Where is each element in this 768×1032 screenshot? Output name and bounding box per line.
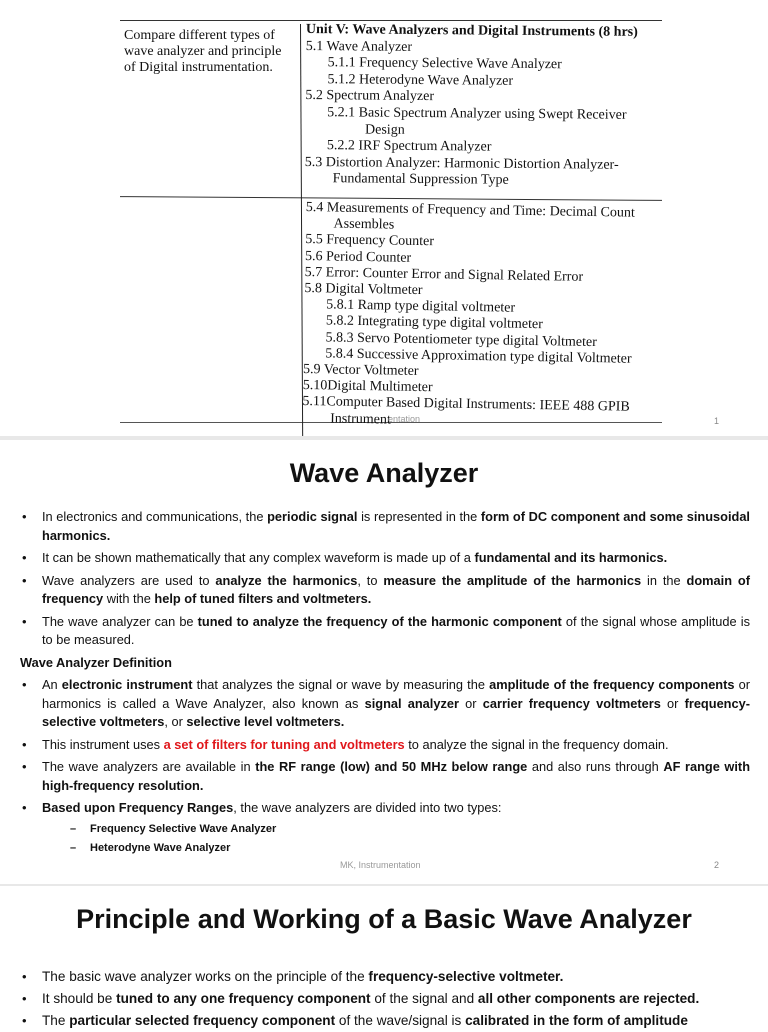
syllabus-row: 5.8.4 Successive Approximation type digital Voltmeter <box>325 346 632 367</box>
bullet-text: The <box>42 1013 70 1028</box>
bullet-text: or <box>660 695 685 711</box>
bullet-text: of the signal and <box>370 991 478 1006</box>
bullet-text: signal analyzer <box>364 695 459 711</box>
syllabus-row: 5.1 Wave Analyzer <box>305 38 413 55</box>
syllabus-row: 5.10Digital Multimeter <box>302 378 433 396</box>
analyzer-types-list <box>42 820 750 858</box>
bullet-text: amplitude of the frequency components <box>489 677 735 692</box>
bullet-text: all other components are rejected. <box>477 991 700 1006</box>
syllabus-row: 5.1.1 Frequency Selective Wave Analyzer <box>327 55 562 73</box>
syllabus-row: 5.5 Frequency Counter <box>305 232 435 250</box>
page-number: 2 <box>714 860 720 870</box>
syllabus-row: Fundamental Suppression Type <box>332 171 509 189</box>
bullet-item <box>20 758 750 795</box>
bullet-text: Wave analyzers are used to <box>42 572 216 588</box>
bullet-text: calibrated in the form of amplitude <box>465 1013 688 1028</box>
syllabus-row: 5.8.2 Integrating type digital voltmeter <box>325 313 543 333</box>
bullet-text: The wave analyzer can be <box>42 613 198 629</box>
slide-footer: MK, Instrumentation <box>340 860 421 870</box>
table-top-border <box>120 20 662 21</box>
bullet-text: of the wave/signal is <box>335 1013 466 1028</box>
slide-syllabus <box>0 0 768 436</box>
bullet-text: help of tuned filters and voltmeters. <box>154 591 372 606</box>
page-number: 1 <box>714 416 720 426</box>
bullet-item <box>20 966 750 988</box>
bullet-item <box>20 988 750 1010</box>
bullet-text: AF range with high-frequency resolution. <box>42 759 751 793</box>
bullet-text: domain of frequency <box>42 572 750 606</box>
syllabus-row: 5.8.3 Servo Potentiometer type digital Voltmeter <box>325 329 597 350</box>
bullet-text: to analyze the signal in the frequency domain. <box>404 736 669 752</box>
bullet-item <box>20 508 750 545</box>
bullet-text: the RF range (low) and 50 MHz below range <box>255 759 528 774</box>
syllabus-row: Assembles <box>333 216 395 233</box>
bullet-item <box>20 736 750 755</box>
bullet-text: This instrument uses <box>42 736 164 752</box>
slide-wave-analyzer <box>0 440 768 884</box>
slide-principle <box>0 886 768 1028</box>
bullet-text: measure the amplitude of the harmonics <box>383 572 642 588</box>
syllabus-row: 5.8.1 Ramp type digital voltmeter <box>326 297 516 316</box>
bullet-text: selective level voltmeters. <box>186 714 345 729</box>
bullet-text: with the <box>103 591 155 606</box>
objective-cell: Compare different types of wave analyzer and principle of Digital instrumentation. <box>124 28 282 75</box>
syllabus-row: 5.4 Measurements of Frequency and Time: Decimal Count <box>305 200 635 221</box>
bullet-text: particular selected frequency component <box>69 1013 336 1028</box>
bullet-text: , to <box>357 572 384 588</box>
bullet-text: tuned to analyze the frequency of the harmonic component <box>197 613 562 629</box>
bullet-text: or <box>458 695 483 711</box>
bullet-item <box>20 676 750 732</box>
bullet-text: carrier frequency voltmeters <box>482 695 661 711</box>
bullet-text: form of DC component and some sinusoidal harmonics. <box>42 509 750 543</box>
syllabus-row: 5.6 Period Counter <box>304 248 412 266</box>
bullet-text: is represented in the <box>357 509 481 524</box>
bullet-text: , the wave analyzers are divided into two types: <box>233 800 502 815</box>
syllabus-row: 5.2 Spectrum Analyzer <box>305 88 435 105</box>
bullet-text: frequency-selective voltmeters <box>42 695 750 729</box>
unit-rows-a <box>305 39 666 191</box>
syllabus-row: 5.2.2 IRF Spectrum Analyzer <box>326 138 492 155</box>
syllabus-row: 5.7 Error: Counter Error and Signal Related Error <box>304 264 584 285</box>
analyzer-type-item: – Frequency Selective Wave Analyzer <box>68 820 750 839</box>
bullet-text: analyze the harmonics <box>215 572 358 588</box>
table-row-divider <box>120 196 662 201</box>
bullet-text: tuned to any one frequency component <box>116 991 371 1006</box>
syllabus-row: 5.1.2 Heterodyne Wave Analyzer <box>327 71 514 89</box>
definition-heading: Wave Analyzer Definition <box>20 654 172 670</box>
bullet-text: , or <box>164 714 187 729</box>
unit-contents-part-b <box>302 200 666 433</box>
bullet-item <box>20 572 750 609</box>
bullet-text: It should be <box>42 991 117 1006</box>
bullet-item <box>20 1010 750 1032</box>
syllabus-row: Instrument <box>330 411 391 428</box>
bullet-text: a set of filters for tuning and voltmeters <box>163 736 405 752</box>
unit-title: Unit V: Wave Analyzers and Digital Instruments (8 hrs) <box>305 22 638 40</box>
syllabus-row: 5.11Computer Based Digital Instruments: IEEE 488 GPIB <box>302 394 630 416</box>
principle-bullets <box>20 966 750 1032</box>
intro-bullets <box>20 508 750 650</box>
syllabus-table <box>120 20 664 428</box>
slide-title: Principle and Working of a Basic Wave Analyzer <box>76 904 692 934</box>
definition-bullets <box>20 676 750 858</box>
bullet-text: It can be shown mathematically that any complex waveform is made up of a <box>42 550 475 565</box>
analyzer-type-item: – Heterodyne Wave Analyzer <box>68 839 750 858</box>
syllabus-row: 5.2.1 Basic Spectrum Analyzer using Swept Receiver <box>327 105 627 123</box>
bullet-text: The basic wave analyzer works on the principle of the <box>42 969 369 984</box>
slide-content <box>20 508 750 862</box>
bullet-text: fundamental and its harmonics. <box>474 550 668 565</box>
bullet-text: or harmonics is called a Wave Analyzer, also known as <box>42 677 751 711</box>
syllabus-row: 5.3 Distortion Analyzer: Harmonic Distortion Analyzer- <box>304 154 619 173</box>
unit-contents-part-a <box>305 22 666 191</box>
bullet-item <box>20 613 750 650</box>
syllabus-row: 5.9 Vector Voltmeter <box>302 362 419 380</box>
syllabus-row: Design <box>364 122 405 138</box>
slide-content <box>20 966 750 1032</box>
bullet-text: frequency-selective voltmeter. <box>368 969 564 984</box>
bullet-text: The wave analyzers are available in <box>42 759 256 774</box>
bullet-item <box>20 799 750 858</box>
bullet-text: in the <box>641 572 687 588</box>
bullet-text: of the signal whose amplitude is to be measured. <box>42 613 750 647</box>
bullet-text: In electronics and communications, the <box>42 509 268 524</box>
bullet-text: electronic instrument <box>61 677 193 692</box>
slide-footer: entation <box>388 414 421 424</box>
bullet-text: and also runs through <box>527 759 664 774</box>
bullet-text: An <box>42 677 62 692</box>
slide-title: Wave Analyzer <box>289 458 479 488</box>
syllabus-row: 5.8 Digital Voltmeter <box>304 281 423 299</box>
bullet-text: Based upon Frequency Ranges <box>42 800 234 815</box>
bullet-text: periodic signal <box>267 509 358 524</box>
bullet-text: that analyzes the signal or wave by measuring the <box>192 677 490 692</box>
bullet-item <box>20 549 750 568</box>
